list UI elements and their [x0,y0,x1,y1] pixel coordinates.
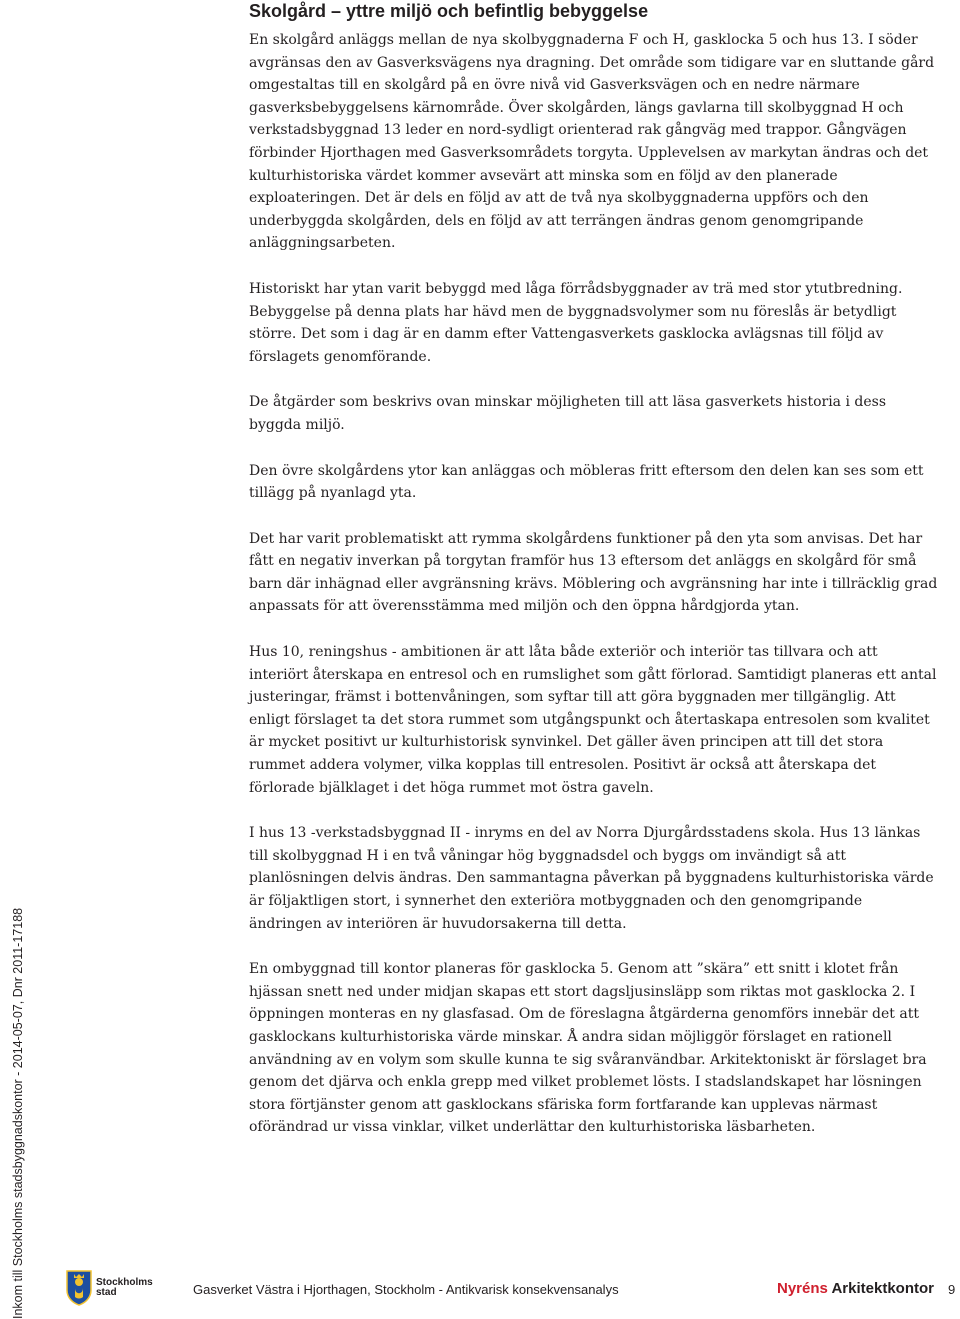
paragraph-5: Det har varit problematiskt att rymma skolgårdens funktioner på den yta som anvisas. Det har fått en negativ inverkan på torgytan framför hus 13 eftersom det anläggs en skolgård för små barn där inhägnad eller avgränsning krävs. Möblering och avgränsning har inte i tillräcklig grad anpassats för att överensstämma med miljön och den öppna hårdgjorda ytan. [249,530,938,615]
firm-logo [777,1279,934,1299]
footer-title: Gasverket Västra i Hjorthagen, Stockholm - Antikvarisk konsekvensanalys [193,1282,619,1297]
firm-name: Nyréns [777,1280,828,1297]
stockholm-crest-icon [66,1270,92,1306]
registration-stamp-text: Inkom till Stockholms stadsbyggnadskontor - 2014-05-07, Dnr 2011-17188 [11,907,25,1319]
logo-line-2: stad [96,1287,117,1298]
paragraph-8: En ombyggnad till kontor planeras för gasklocka 5. Genom att ”skära” ett snitt i klotet från hjässan snett ned under midjan skapas ett stort dagsljusinsläpp som riktas mot gasklocka 2. I öppningen monteras en ny glasfasad. Om de föreslagna åtgärderna genomförs innebär det att gasklockans kulturhistoriska värde minskar. Å andra sidan möjliggör förslaget en rationell användning av en volym som skulle kunna te sig svåranvändbar. Arkitektoniskt är förslaget bra genom det djärva och enkla grepp med vilket problemet lösts. I stadslandskapet har lösningen stora förtjänster genom att gasklockans sfäriska form fortfarande kan upplevas närmast oförändrad ur vissa vinklar, vilket underlättar den kulturhistoriska läsbarheten. [249,961,927,1136]
paragraph-4: Den övre skolgårdens ytor kan anläggas och möbleras fritt eftersom den delen kan ses som ett tillägg på nyanlagd yta. [249,462,924,502]
paragraph-1: En skolgård anläggs mellan de nya skolbyggnaderna F och H, gasklocka 5 och hus 13. I söder avgränsas den av Gasverksvägens nya dragning. Det område som tidigare var en sluttande gård omgestaltas till en skolgård på en övre nivå vid Gasverksvägen och en nedre närmare gasverksbebyggelsens kärnområde. Över skolgården, längs gavlarna till skolbyggnad H och verkstadsbyggnad 13 leder en nord-sydligt orienterad rak gångväg med trappor. Gångvägen förbinder Hjorthagen med Gasverksområdets torgyta. Upplevelsen av markytan ändras och det kulturhistoriska värdet kommer avsevärt att minska som en följd av den planerade exploateringen. Det är dels en följd av att de två nya skolbyggnaderna uppförs och den underbyggda skolgården, dels en följd av att terrängen ändras genom genomgripande anläggningsarbeten. [249,32,935,252]
logo-line-1: Stockholms [96,1277,153,1288]
firm-suffix: Arkitektkontor [827,1280,934,1297]
registration-stamp [0,845,30,1319]
stockholm-logo [66,1268,156,1308]
paragraph-3: De åtgärder som beskrivs ovan minskar möjligheten till att läsa gasverkets historia i dess byggda miljö. [249,394,887,433]
logo-wordmark [96,1278,153,1298]
body-text [249,29,939,1162]
page-heading: Skolgård – yttre miljö och befintlig bebyggelse [249,1,649,21]
paragraph-2: Historiskt har ytan varit bebyggd med låga förrådsbyggnader av trä med stor ytutbredning. Bebyggelse på denna plats har hävd men de byggnadsvolymer som nu föreslås är betydligt större. Det som i dag är en damm efter Vattengasverkets gasklocka avlägsnas till följd av förslagets genomförande. [249,280,903,365]
paragraph-6: Hus 10, reningshus - ambitionen är att låta både exteriör och interiör tas tillvara och att interiört återskapa en entresol och en rumslighet som gått förlorad. Samtidigt planeras ett antal justeringar, främst i bottenvåningen, som syftar till att göra byggnaden mer tillgänglig. Att enligt förslaget ta det stora rummet som utgångspunkt och återtaskapa entresolen som kvalitet är mycket positivt ur kulturhistorisk synvinkel. Det gäller även principen att till det stora rummet addera volymer, vilka kopplas till entresolen. Positivt är också att återskapa det förlorade bjälklaget i det höga rummet mot östra gaveln. [249,644,937,796]
page-number: 9 [948,1282,956,1297]
paragraph-7: I hus 13 -verkstadsbyggnad II - inryms en del av Norra Djurgårdsstadens skola. Hus 13 länkas till skolbyggnad H i en två våningar hög byggnadsdel och byggs om invändigt så att planlösningen delvis ändras. Den sammantagna påverkan på byggnadens kulturhistoriska värde är följaktligen stort, i synnerhet den exteriöra motbyggnaden och den genomgripande ändringen av interiören är huvudorsakerna till detta. [249,825,934,932]
